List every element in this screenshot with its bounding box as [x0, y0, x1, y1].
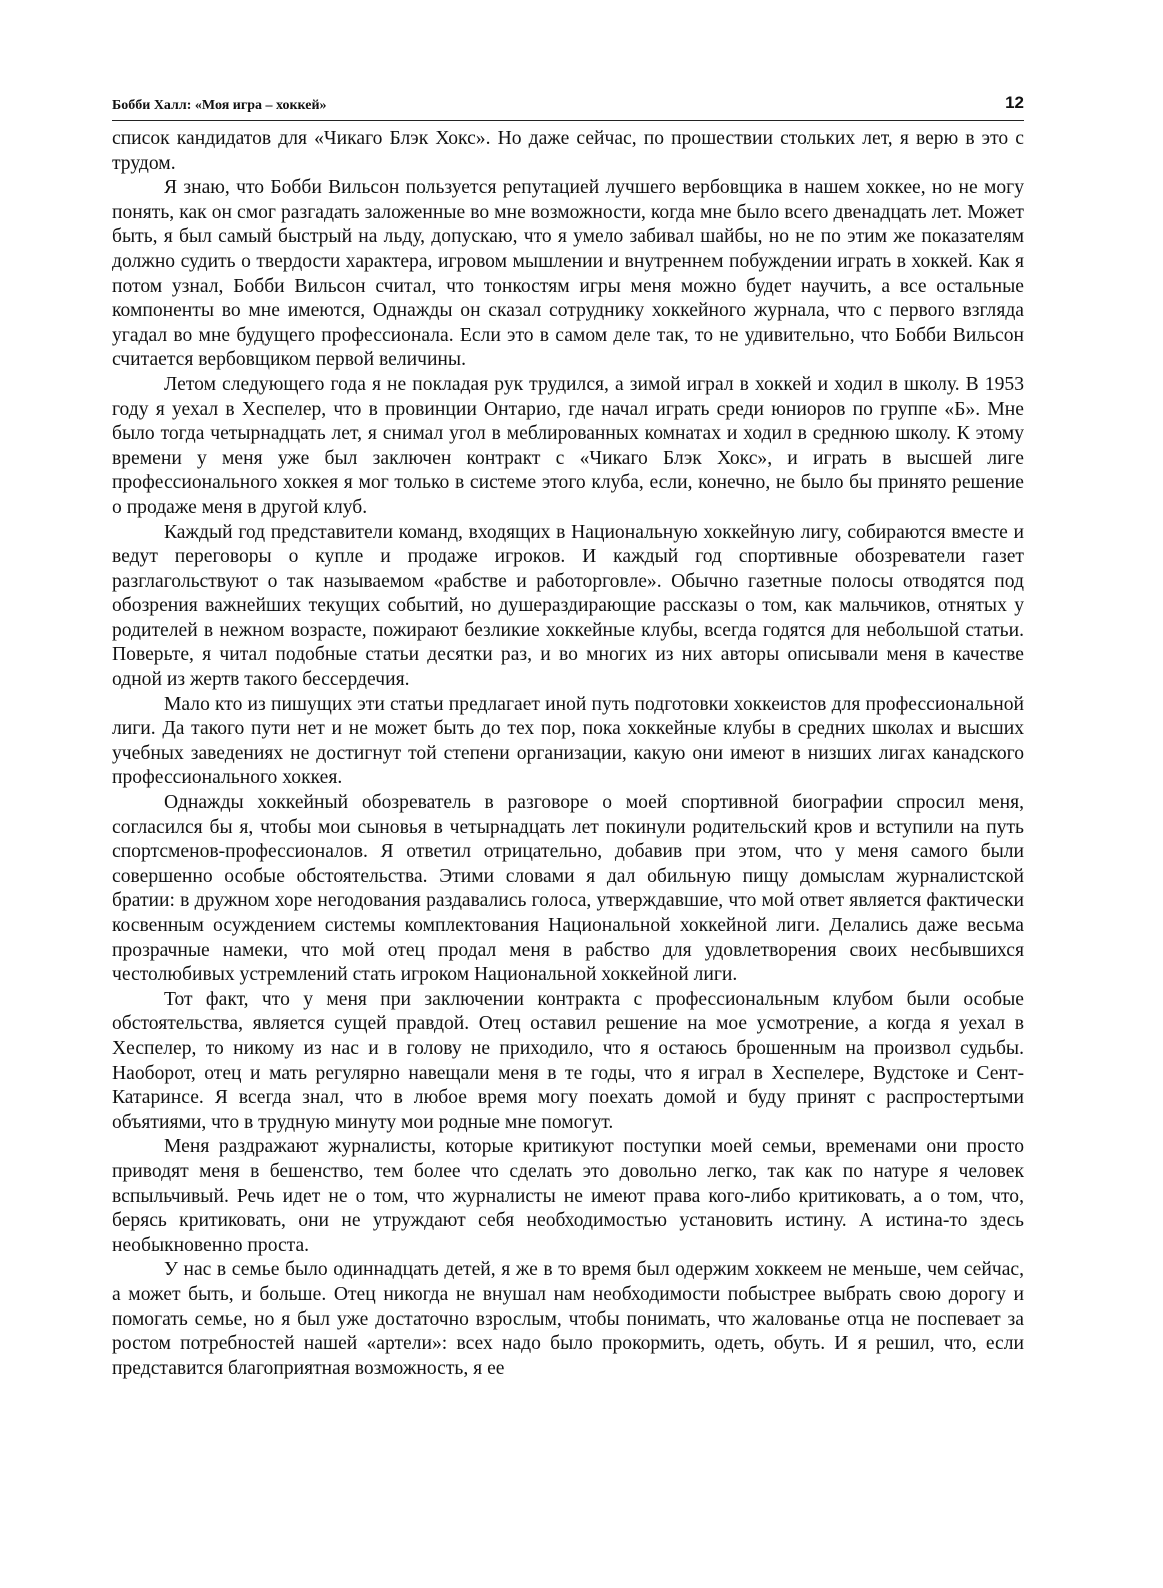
- paragraph-3: Летом следующего года я не покладая рук трудился, а зимой играл в хоккей и ходил в школу. В 1953 году я уехал в Хеспелер, что в провинции Онтарио, где начал играть среди юниоров по группе «Б». Мне было тогда четырнадцать лет, я снимал угол в меблированных комнатах и ходил в среднюю школу. К этому времени у меня уже был заключен контракт с «Чикаго Блэк Хокс», и играть в высшей лиге профессионального хоккея я мог только в системе этого клуба, если, конечно, не было бы принято решение о продаже меня в другой клуб.: [112, 373, 1024, 518]
- body-text: [112, 127, 1024, 1381]
- paragraph-5: Мало кто из пишущих эти статьи предлагает иной путь подготовки хоккеистов для профессиональной лиги. Да такого пути нет и не может быть до тех пор, пока хоккейные клубы в средних школах и высших учебных заведениях не достигнут той степени организации, какую они имеют в низших лигах канадского профессионального хоккея.: [112, 693, 1024, 789]
- paragraph-4: Каждый год представители команд, входящих в Национальную хоккейную лигу, собираются вместе и ведут переговоры о купле и продаже игроков. И каждый год спортивные обозреватели газет разглагольствуют о так называемом «рабстве и работорговле». Обычно газетные полосы отводятся под обозрения важнейших текущих событий, но душераздирающие рассказы о том, как мальчиков, отнятых у родителей в нежном возрасте, пожирают безликие хоккейные клубы, всегда годятся для небольшой статьи. Поверьте, я читал подобные статьи десятки раз, и во многих из них авторы описывали меня в качестве одной из жертв такого бессердечия.: [112, 521, 1024, 691]
- paragraph-2: Я знаю, что Бобби Вильсон пользуется репутацией лучшего вербовщика в нашем хоккее, но не могу понять, как он смог разгадать заложенные во мне возможности, когда мне было всего двенадцать лет. Может быть, я был самый быстрый на льду, допускаю, что я умело забивал шайбы, но не по этим же показателям должно судить о твердости характера, игровом мышлении и внутреннем побуждении играть в хоккей. Как я потом узнал, Бобби Вильсон считал, что тонкостям игры меня можно будет научить, а все остальные компоненты во мне имеются, Однажды он сказал сотруднику хоккейного журнала, что с первого взгляда угадал во мне будущего профессионала. Если это в самом деле так, то не удивительно, что Бобби Вильсон считается вербовщиком первой величины.: [112, 177, 1024, 371]
- paragraph-6: Однажды хоккейный обозреватель в разговоре о моей спортивной биографии спросил меня, согласился бы я, чтобы мои сыновья в четырнадцать лет покинули родительский кров и вступили на путь спортсменов-профессионалов. Я ответил отрицательно, добавив при этом, что у меня самого были совершенно особые обстоятельства. Этими словами я дал обильную пищу домыслам журналистской братии: в дружном хоре негодования раздавались голоса, утверждавшие, что мой ответ является фактически косвенным осуждением системы комплектования Национальной хоккейной лиги. Делались даже весьма прозрачные намеки, что мой отец продал меня в рабство для удовлетворения своих несбывшихся честолюбивых устремлений стать игроком Национальной хоккейной лиги.: [112, 792, 1024, 986]
- running-title: Бобби Халл: «Моя игра – хоккей»: [112, 98, 327, 113]
- paragraph-9: У нас в семье было одиннадцать детей, я же в то время был одержим хоккеем не меньше, чем сейчас, а может быть, и больше. Отец никогда не внушал нам необходимости побыстрее выбрать свою дорогу и помогать семье, но я был уже достаточно взрослым, чтобы понимать, что жалованье отца не поспевает за ростом потребностей нашей «артели»: всех надо было прокормить, одеть, обуть. И я решил, что, если представится благоприятная возможность, я ее: [112, 1259, 1024, 1379]
- paragraph-7: Тот факт, что у меня при заключении контракта с профессиональным клубом были особые обстоятельства, является сущей правдой. Отец оставил решение на мое усмотрение, а когда я уехал в Хеспелер, то никому из нас и в голову не приходило, что я остаюсь брошенным на произвол судьбы. Наоборот, отец и мать регулярно навещали меня в те годы, что я играл в Хеспелере, Вудстоке и Сент-Катаринсе. Я всегда знал, что в любое время могу поехать домой и буду принят с распростертыми объятиями, что в трудную минуту мои родные мне помогут.: [112, 988, 1024, 1133]
- page-header: [112, 92, 1024, 121]
- document-page: [112, 92, 1024, 1381]
- paragraph-1: список кандидатов для «Чикаго Блэк Хокс». Но даже сейчас, по прошествии стольких лет, я верю в это с трудом.: [112, 128, 1024, 174]
- paragraph-8: Меня раздражают журналисты, которые критикуют поступки моей семьи, временами они просто приводят меня в бешенство, тем более что сделать это довольно легко, так как по натуре я человек вспыльчивый. Речь идет не о том, что журналисты не имеют права кого-либо критиковать, а о том, что, берясь критиковать, они не утруждают себя необходимостью установить истину. А истина-то здесь необыкновенно проста.: [112, 1136, 1024, 1256]
- page-number: 12: [1005, 93, 1024, 112]
